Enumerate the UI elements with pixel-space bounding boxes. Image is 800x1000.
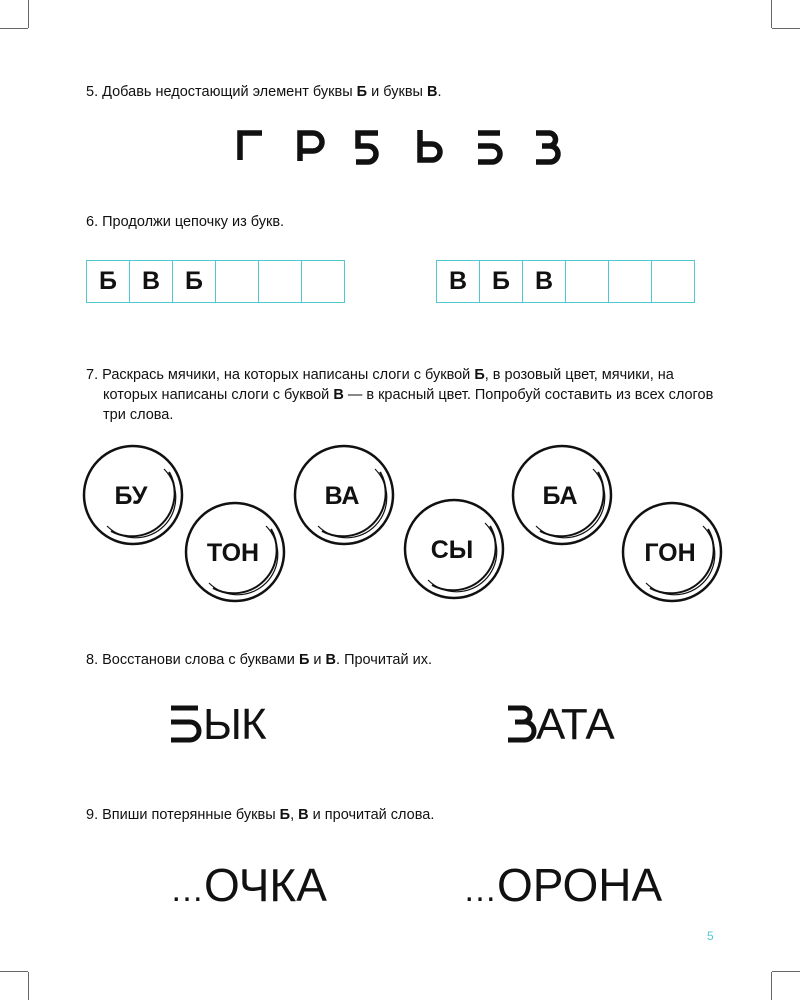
chain-cell-empty[interactable] xyxy=(651,260,695,303)
ball[interactable] xyxy=(186,503,284,601)
fill-word-2[interactable] xyxy=(463,858,662,912)
ball[interactable] xyxy=(405,500,503,598)
instruction-text: , в розовый цвет, мячики, на xyxy=(484,367,674,383)
task-number: 5. xyxy=(86,84,99,100)
fill-word-1[interactable] xyxy=(170,858,327,912)
restore-word-1: ЫК xyxy=(203,700,266,749)
crop-mark xyxy=(28,0,29,28)
task-5-instruction xyxy=(86,82,441,102)
task-number: 8. xyxy=(86,652,99,668)
chain-cell: В xyxy=(436,260,480,303)
broken-letter-2 xyxy=(300,133,322,161)
task-number: 9. xyxy=(86,807,99,823)
balls-group xyxy=(0,440,800,620)
instruction-text: и буквы xyxy=(367,84,427,100)
crop-mark xyxy=(772,971,800,972)
ball-syllable: СЫ xyxy=(430,536,474,564)
ball[interactable] xyxy=(295,446,393,544)
ball[interactable] xyxy=(623,503,721,601)
chain-cell-empty[interactable] xyxy=(608,260,652,303)
task-number: 7. xyxy=(86,367,99,383)
instruction-text: , xyxy=(290,807,299,823)
task-6-instruction xyxy=(86,212,284,232)
bold-letter: В xyxy=(333,387,344,403)
chain-cell: Б xyxy=(479,260,523,303)
broken-letter-4 xyxy=(420,130,440,160)
ball[interactable] xyxy=(84,446,182,544)
instruction-text: Восстанови слова с буквами xyxy=(102,652,299,668)
instruction-text: и прочитай слова. xyxy=(308,807,435,823)
missing-letter-dots[interactable]: … xyxy=(463,871,497,909)
crop-mark xyxy=(771,0,772,28)
chain-cell-empty[interactable] xyxy=(215,260,259,303)
bold-letter: Б xyxy=(279,807,291,823)
bold-letter: Б xyxy=(474,367,485,383)
chain-cell: Б xyxy=(86,260,130,303)
instruction-text: Раскрась мячики, на которых написаны слоги с буквой xyxy=(102,367,475,383)
instruction-text: Добавь недостающий элемент буквы xyxy=(102,84,357,100)
instruction-text: и xyxy=(309,652,326,668)
chain-cell-empty[interactable] xyxy=(258,260,302,303)
bold-letter: Б xyxy=(298,652,310,668)
word-rest: ОЧКА xyxy=(204,859,327,911)
crop-mark xyxy=(772,28,800,29)
ball-syllable: ВА xyxy=(324,482,360,510)
chain-cell: Б xyxy=(172,260,216,303)
instruction-text: Впиши потерянные буквы xyxy=(102,807,280,823)
instruction-text: три слова. xyxy=(103,407,174,423)
bold-letter: В xyxy=(298,807,309,823)
crop-mark xyxy=(0,971,28,972)
letter-chain-1 xyxy=(86,260,345,303)
page-number: 5 xyxy=(707,929,714,943)
ball-syllable: БУ xyxy=(114,482,148,510)
broken-first-letter-1 xyxy=(168,700,208,750)
ball[interactable] xyxy=(513,446,611,544)
crop-mark xyxy=(0,28,28,29)
instruction-text: которых написаны слоги с буквой xyxy=(103,387,334,403)
word-rest: ОРОНА xyxy=(497,859,663,911)
letter-chain-2 xyxy=(436,260,695,303)
chain-cell-empty[interactable] xyxy=(301,260,345,303)
instruction-text: . Прочитай их. xyxy=(336,652,433,668)
broken-letter-3 xyxy=(356,133,378,162)
ball-syllable: БА xyxy=(542,482,578,510)
broken-letters-row xyxy=(0,120,800,180)
chain-cell: В xyxy=(522,260,566,303)
task-7-instruction xyxy=(86,365,713,425)
bold-letter: В xyxy=(426,84,438,100)
missing-letter-dots[interactable]: … xyxy=(170,871,204,909)
instruction-text: . xyxy=(437,84,442,100)
crop-mark xyxy=(28,972,29,1000)
task-8-instruction xyxy=(86,650,432,670)
instruction-text: — в красный цвет. Попробуй составить из всех слогов xyxy=(343,387,714,403)
ball-syllable: ТОН xyxy=(206,539,260,567)
instruction-text: Продолжи цепочку из букв. xyxy=(102,214,285,230)
crop-mark xyxy=(771,972,772,1000)
bold-letter: В xyxy=(325,652,337,668)
task-9-instruction xyxy=(86,805,434,825)
ball-syllable: ГОН xyxy=(644,539,696,567)
restore-word-2: АТА xyxy=(536,700,614,749)
broken-letter-5 xyxy=(478,133,500,162)
broken-letter-6 xyxy=(536,133,558,162)
bold-letter: Б xyxy=(356,84,368,100)
chain-cell-empty[interactable] xyxy=(565,260,609,303)
chain-cell: В xyxy=(129,260,173,303)
task-number: 6. xyxy=(86,214,99,230)
broken-letter-1 xyxy=(240,133,262,160)
